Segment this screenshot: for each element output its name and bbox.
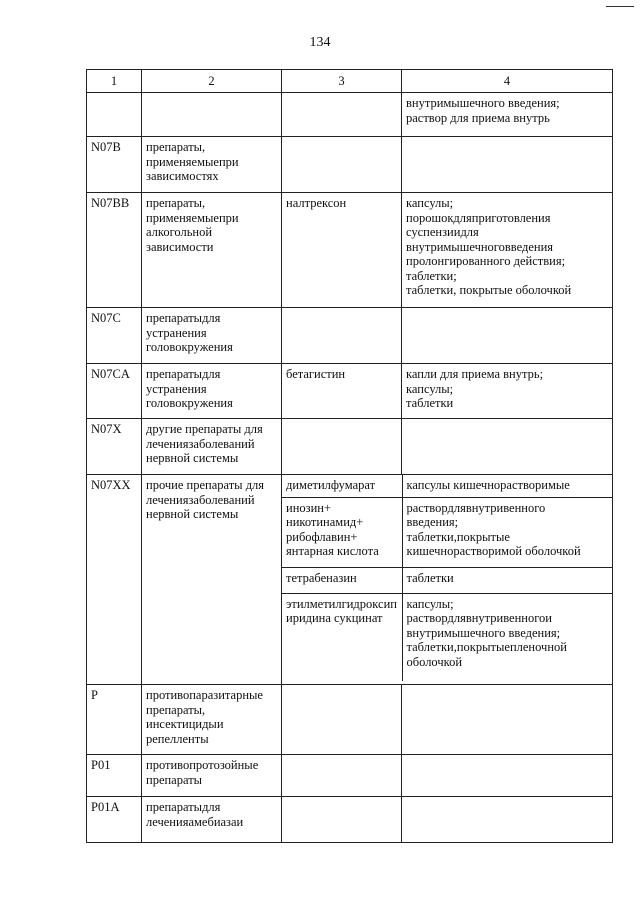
atc-code: N07BB [87, 193, 142, 308]
word: покрытые [456, 640, 510, 654]
dosage-forms [402, 755, 613, 797]
atc-code: P01 [87, 755, 142, 797]
word: и [545, 611, 552, 625]
sub-row [282, 475, 613, 497]
dosage-form-line [407, 530, 610, 545]
group-name-line: репелленты [146, 731, 209, 746]
dosage-form-line [406, 225, 608, 240]
word: препараты [146, 367, 203, 381]
dosage-form-line: введения; [406, 515, 459, 529]
sub-row [282, 593, 613, 681]
word: препараты [146, 800, 203, 814]
word: для [447, 611, 466, 625]
group-name [142, 475, 282, 685]
dosage-forms [402, 797, 613, 843]
atc-code: N07B [87, 137, 142, 193]
header-col-2: 2 [142, 70, 282, 93]
group-name-line [146, 367, 277, 382]
drug-name-line: этилметилгидроксип [286, 596, 397, 611]
group-name-line [146, 155, 277, 170]
word: лечения [146, 814, 189, 829]
group-name-line: устранения [146, 381, 207, 396]
dosage-forms [402, 593, 613, 681]
dosage-form-line [407, 640, 610, 655]
group-name-line: алкогольной [146, 225, 213, 239]
table-row [87, 193, 613, 308]
group-name-line: прочие препараты для [146, 478, 265, 492]
word: + [323, 500, 332, 515]
dosage-form-line [407, 611, 610, 626]
word: препараты [146, 311, 203, 325]
header-col-3: 3 [282, 70, 402, 93]
word: применяемые [146, 210, 219, 225]
atc-code: N07CA [87, 364, 142, 419]
group-name-line: противопротозойные [146, 758, 259, 772]
atc-code: N07C [87, 308, 142, 364]
table-row [87, 797, 613, 843]
drug-name [282, 93, 402, 137]
group-name [142, 685, 282, 755]
group-name-line [146, 800, 277, 815]
dosage-forms: таблетки [402, 567, 613, 593]
dosage-form-line: капсулы; [406, 381, 454, 396]
word: введения [504, 239, 554, 254]
group-name-line [146, 437, 277, 452]
word: раствор [406, 500, 448, 515]
word: раствор [406, 611, 448, 625]
sub-row [282, 497, 613, 567]
dosage-forms [402, 193, 613, 308]
word: для [202, 800, 221, 814]
table-row [87, 755, 613, 797]
drug-name [282, 137, 402, 193]
group-name-line: препараты, [146, 140, 206, 154]
group-name-line: препараты, [146, 196, 206, 210]
group-name [142, 797, 282, 843]
dosage-forms [402, 497, 613, 567]
word: для [202, 367, 221, 381]
dosage-forms: капсулы кишечнорастворимые [402, 475, 613, 497]
dosage-forms [402, 364, 613, 419]
drug-name [282, 797, 402, 843]
group-name-line: зависимостях [146, 169, 219, 183]
word: инозин [286, 500, 324, 515]
word: покрытые [456, 529, 510, 544]
word: для [202, 311, 221, 325]
word: лечения [146, 436, 189, 451]
group-name [142, 419, 282, 475]
word: амебиаза [188, 814, 237, 829]
table-row [87, 308, 613, 364]
dosage-form-line [406, 211, 608, 226]
atc-code: P [87, 685, 142, 755]
dosage-forms [402, 137, 613, 193]
drug-name-line: янтарная кислота [286, 544, 379, 558]
word: суспензии [406, 225, 461, 239]
dosage-forms [402, 419, 613, 475]
word: заболеваний [188, 492, 255, 507]
group-name-line: зависимости [146, 239, 214, 254]
dosage-forms [402, 93, 613, 137]
group-name-line [146, 311, 277, 326]
word: и [216, 717, 224, 731]
dosage-form-line: кишечнорастворимой оболочкой [406, 544, 581, 558]
drug-name-line [286, 530, 398, 545]
word: порошок [406, 210, 454, 225]
drug-name: бетагистин [282, 364, 402, 419]
dosage-forms [402, 308, 613, 364]
word: инсектициды [146, 717, 217, 731]
drug-subtable [282, 475, 613, 681]
dosage-form-line: пролонгированного действия; [406, 254, 566, 268]
word: никотинамид [286, 515, 357, 529]
header-col-4: 4 [402, 70, 613, 93]
word: применяемые [146, 154, 219, 169]
group-name-line [146, 211, 277, 226]
group-name-line [146, 717, 277, 732]
drug-name-line: иридина сукцинат [286, 611, 383, 625]
dosage-form-line: таблетки, покрытые оболочкой [406, 283, 572, 297]
corner-mark [606, 6, 634, 7]
sub-row [282, 567, 613, 593]
table-row [87, 685, 613, 755]
dosage-form-line [406, 240, 608, 255]
group-name [142, 137, 282, 193]
word: и [236, 814, 244, 829]
group-name-line [146, 815, 277, 830]
table-row [87, 93, 613, 137]
word: при [218, 154, 239, 169]
word: + [356, 515, 364, 529]
dosage-forms [402, 685, 613, 755]
word: для [460, 225, 479, 239]
group-name-line: препараты [146, 772, 203, 787]
drug-table [86, 69, 613, 843]
group-name-line [146, 493, 277, 508]
word: таблетки, [406, 529, 457, 544]
word: для [447, 500, 466, 515]
dosage-form-line: капли для приема внутрь; [406, 367, 544, 381]
header-row [87, 70, 613, 93]
group-name [142, 93, 282, 137]
page-number: 134 [309, 35, 331, 50]
dosage-form-line: капсулы; [406, 196, 454, 210]
drug-name [282, 593, 402, 681]
table-row [87, 137, 613, 193]
drug-name: тетрабеназин [282, 567, 402, 593]
group-name-line: нервной системы [146, 451, 239, 465]
table-row [87, 364, 613, 419]
dosage-form-line: таблетки [406, 396, 454, 410]
group-name [142, 364, 282, 419]
atc-code: N07XX [87, 475, 142, 685]
group-name-line: устранения [146, 325, 207, 340]
atc-code: P01A [87, 797, 142, 843]
group-name-line: препараты, [146, 702, 206, 717]
group-name-line: головокружения [146, 340, 233, 354]
dosage-form-line: внутримышечного введения; [406, 625, 561, 640]
word: заболеваний [188, 436, 255, 451]
table-row [87, 475, 613, 685]
atc-code: N07X [87, 419, 142, 475]
word: внутривенного [465, 611, 546, 625]
group-name [142, 193, 282, 308]
drug-name [282, 308, 402, 364]
dosage-form-line: раствор для приема внутрь [406, 110, 550, 125]
drug-name [282, 685, 402, 755]
drug-name [282, 497, 402, 567]
drug-name: диметилфумарат [282, 475, 402, 497]
drug-name-line [286, 501, 398, 516]
word: внутривенного [465, 500, 546, 515]
group-name-line: противопаразитарные [146, 688, 263, 702]
drug-subtable-cell [282, 475, 613, 685]
atc-code [87, 93, 142, 137]
group-name-line: другие препараты для [146, 422, 263, 436]
dosage-form-line: внутримышечного введения; [406, 96, 560, 110]
word: при [218, 210, 239, 225]
word: рибофлавин [286, 529, 351, 544]
word: таблетки, [406, 640, 457, 654]
group-name [142, 308, 282, 364]
group-name-line: нервной системы [146, 507, 239, 521]
word: пленочной [509, 640, 567, 654]
word: + [350, 529, 358, 544]
dosage-form-line: капсулы; [406, 596, 454, 611]
group-name-line: головокружения [146, 396, 233, 410]
table-row [87, 419, 613, 475]
word: внутримышечного [406, 239, 505, 254]
header-col-1: 1 [87, 70, 142, 93]
drug-name: налтрексон [282, 193, 402, 308]
group-name [142, 755, 282, 797]
drug-name-line [286, 515, 398, 530]
dosage-form-line: оболочкой [406, 654, 463, 669]
word: приготовления [471, 210, 551, 225]
word: для [453, 210, 472, 225]
word: лечения [146, 492, 189, 507]
drug-name [282, 755, 402, 797]
dosage-form-line: таблетки; [406, 268, 457, 283]
dosage-form-line [407, 501, 610, 516]
drug-name [282, 419, 402, 475]
